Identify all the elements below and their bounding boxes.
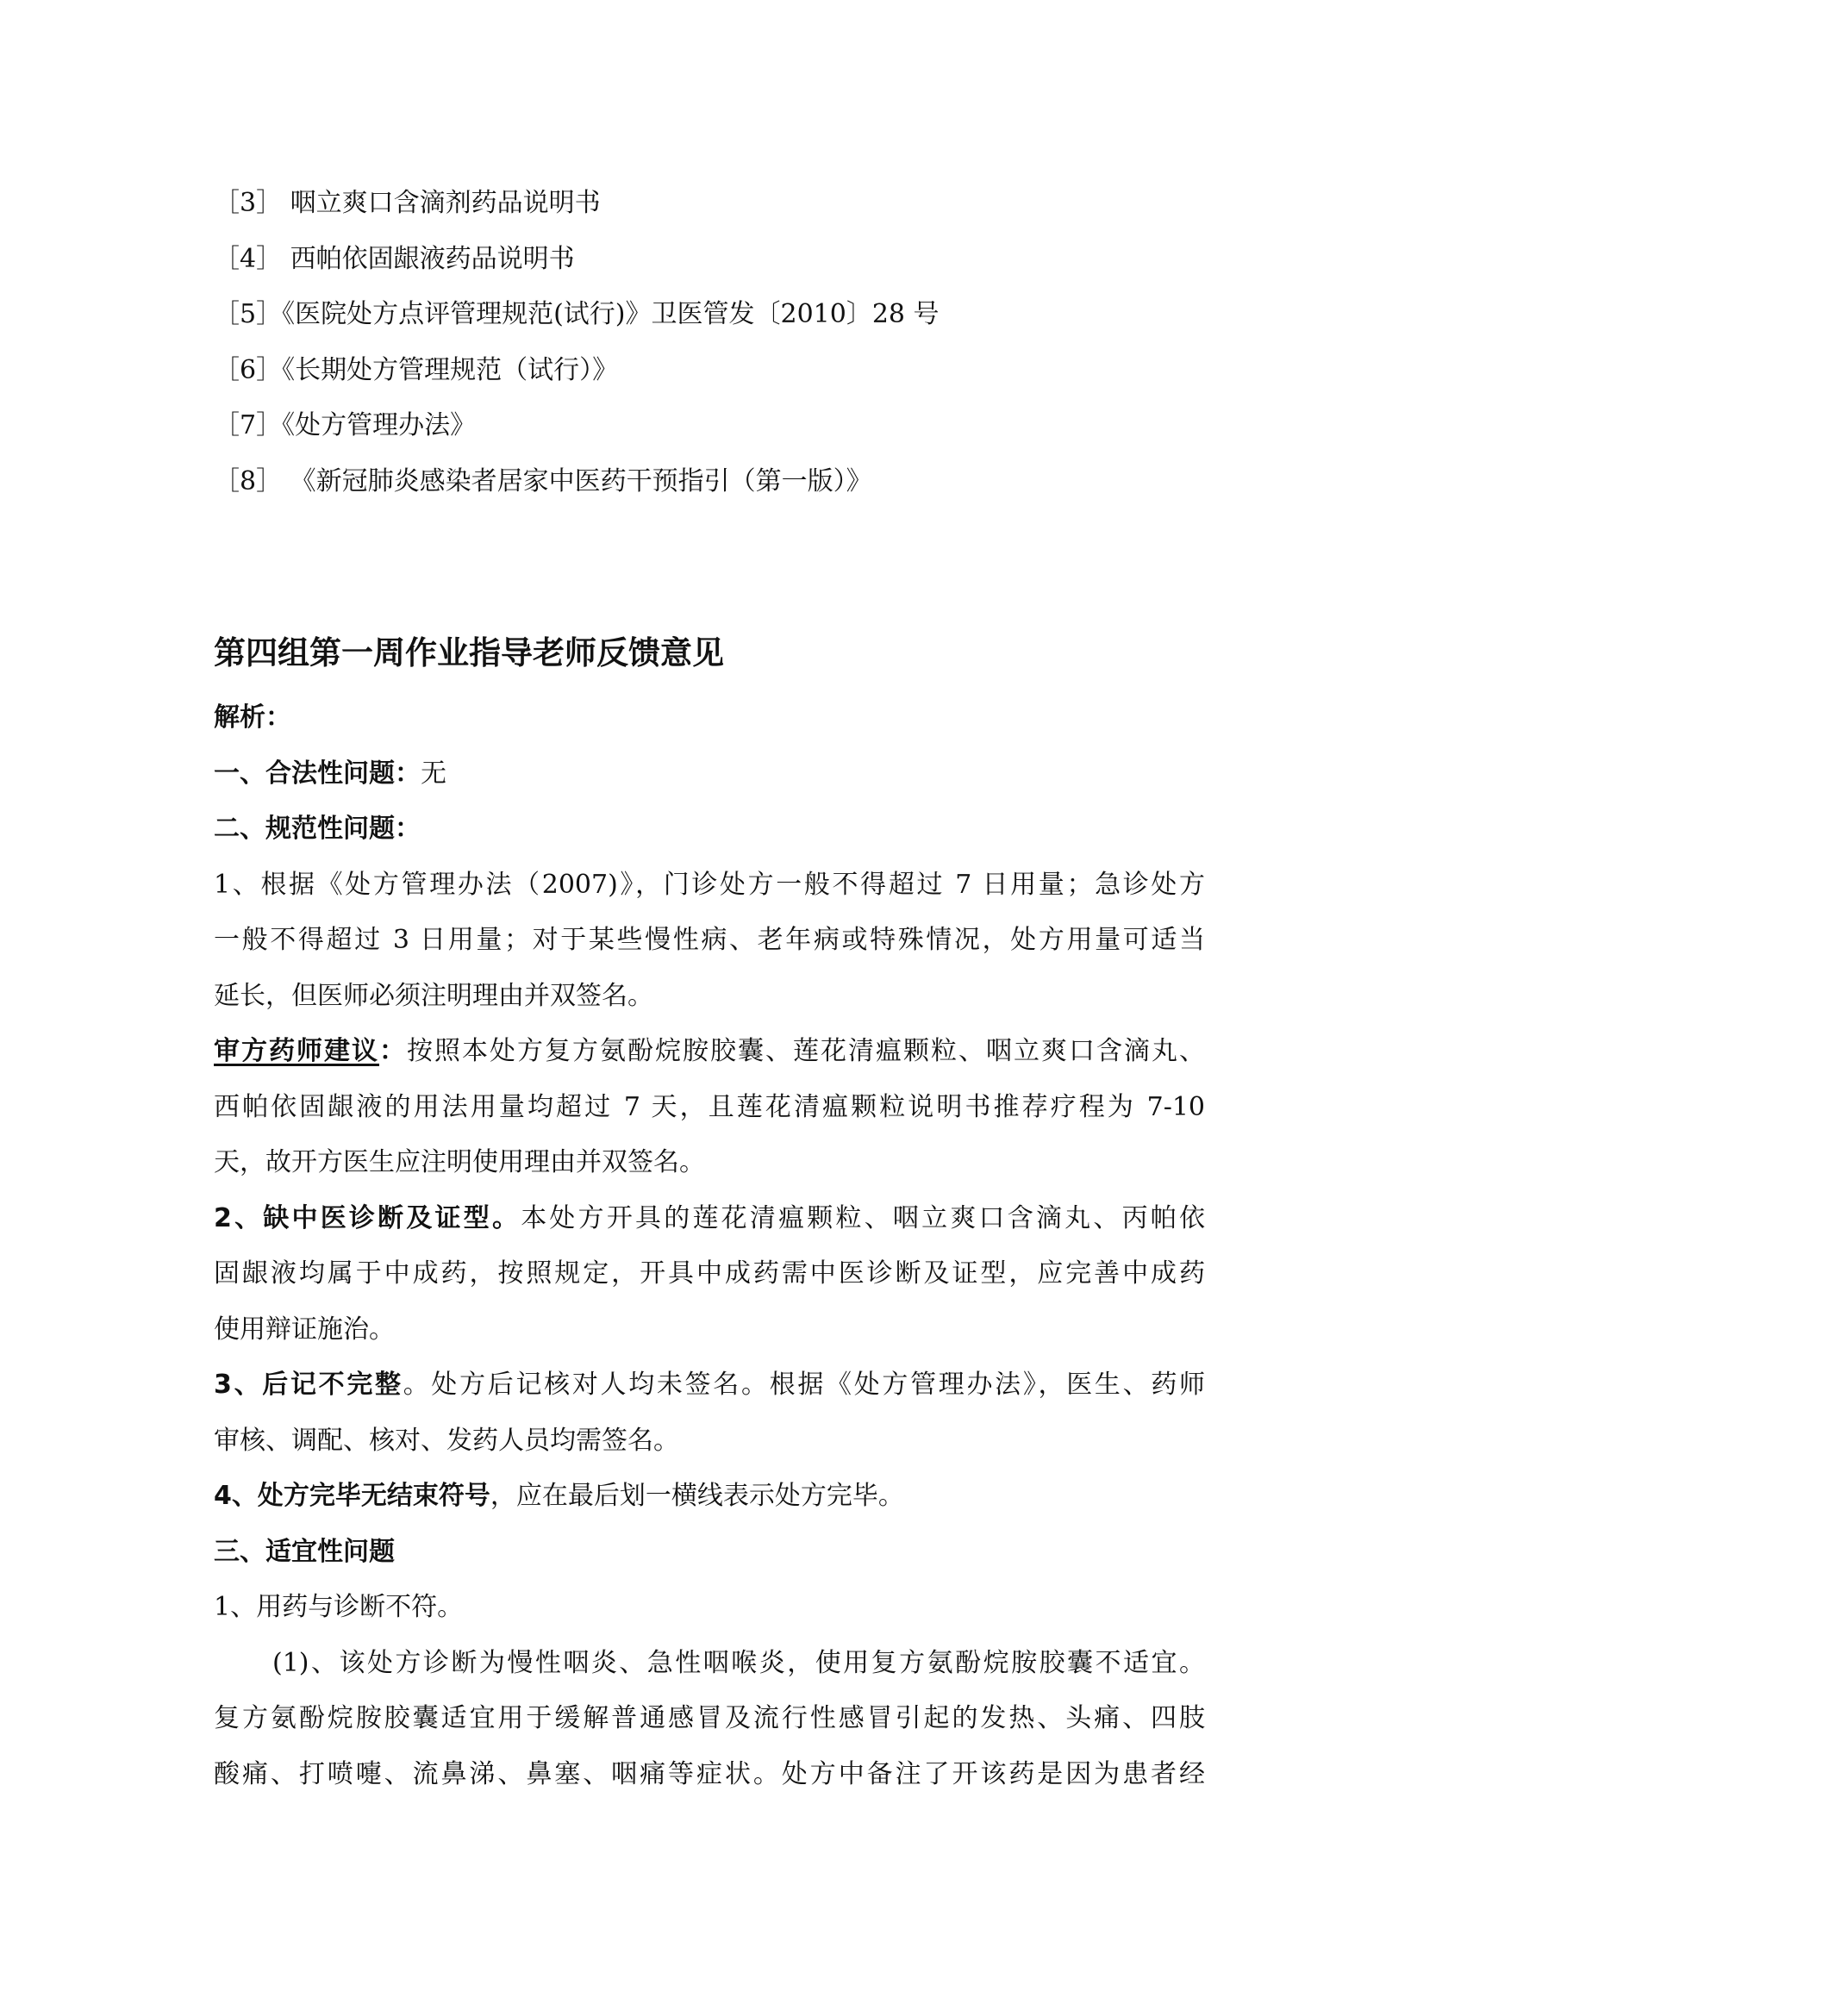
suit1-line2: 复方氨酚烷胺胶囊适宜用于缓解普通感冒及流行性感冒引起的发热、头痛、四肢	[214, 1703, 1205, 1733]
reference-item-4: ［4］ 西帕依固龈液药品说明书	[214, 243, 575, 274]
pharmacist-line3: 天，故开方医生应注明使用理由并双签名。	[214, 1147, 705, 1177]
suitability-label: 三、适宜性问题	[214, 1536, 395, 1567]
legality-value: 无	[421, 758, 446, 789]
reference-item-8: ［8］ 《新冠肺炎感染者居家中医药干预指引（第一版）》	[214, 465, 872, 496]
suit1-line1: (1)、该处方诊断为慢性咽炎、急性咽喉炎，使用复方氨酚烷胺胶囊不适宜。	[272, 1647, 1205, 1678]
item4-text: ，应在最后划一横线表示处方完毕。	[490, 1481, 904, 1511]
analysis-label: 解析：	[214, 702, 291, 733]
suit1-title: 1、用药与诊断不符。	[214, 1592, 464, 1622]
legality-row	[214, 746, 1205, 802]
item4-line	[214, 1469, 1205, 1525]
legality-label: 一、合法性问题：	[214, 758, 421, 789]
reference-list	[214, 176, 1248, 509]
item2-line3: 使用辩证施治。	[214, 1314, 395, 1345]
pharmacist-line1	[214, 1024, 1205, 1080]
reference-item-6: ［6］《长期处方管理规范（试行）》	[214, 354, 619, 385]
suit1-line3: 酸痛、打喷嚏、流鼻涕、鼻塞、咽痛等症状。处方中备注了开该药是因为患者经	[214, 1758, 1205, 1789]
item2-text-1: 本处方开具的莲花清瘟颗粒、咽立爽口含滴丸、丙帕依	[521, 1202, 1206, 1233]
item2-line2: 固龈液均属于中成药，按照规定，开具中成药需中医诊断及证型，应完善中成药	[214, 1258, 1205, 1289]
item1-line2: 一般不得超过 3 日用量；对于某些慢性病、老年病或特殊情况，处方用量可适当	[214, 925, 1205, 955]
item2-title: 2、缺中医诊断及证型。	[214, 1202, 521, 1233]
feedback-body	[214, 690, 1205, 1802]
section-heading: 第四组第一周作业指导老师反馈意见	[214, 634, 724, 671]
item3-line1	[214, 1358, 1205, 1414]
pharmacist-line2: 西帕依固龈液的用法用量均超过 7 天，且莲花清瘟颗粒说明书推荐疗程为 7-10	[214, 1091, 1205, 1122]
reference-item-5: ［5］《医院处方点评管理规范(试行)》卫医管发〔2010〕28 号	[214, 299, 940, 329]
reference-item-7: ［7］《处方管理办法》	[214, 410, 477, 440]
item4-title: 4、处方完毕无结束符号	[214, 1481, 490, 1511]
item2-line1	[214, 1191, 1205, 1247]
pharmacist-label: 审方药师建议	[214, 1036, 379, 1066]
item3-text-1: 。处方后记核对人均未签名。根据《处方管理办法》，医生、药师	[403, 1370, 1206, 1400]
item3-title: 3、后记不完整	[214, 1370, 403, 1400]
reference-item-3: ［3］ 咽立爽口含滴剂药品说明书	[214, 188, 601, 218]
normativity-label: 二、规范性问题：	[214, 814, 421, 844]
pharmacist-colon: ：	[379, 1036, 407, 1066]
pharmacist-text-1: 按照本处方复方氨酚烷胺胶囊、莲花清瘟颗粒、咽立爽口含滴丸、	[407, 1036, 1205, 1066]
item1-line1: 1、根据《处方管理办法（2007)》，门诊处方一般不得超过 7 日用量；急诊处方	[214, 869, 1205, 900]
item3-line2: 审核、调配、核对、发药人员均需签名。	[214, 1425, 679, 1456]
item1-line3: 延长，但医师必须注明理由并双签名。	[214, 980, 653, 1011]
